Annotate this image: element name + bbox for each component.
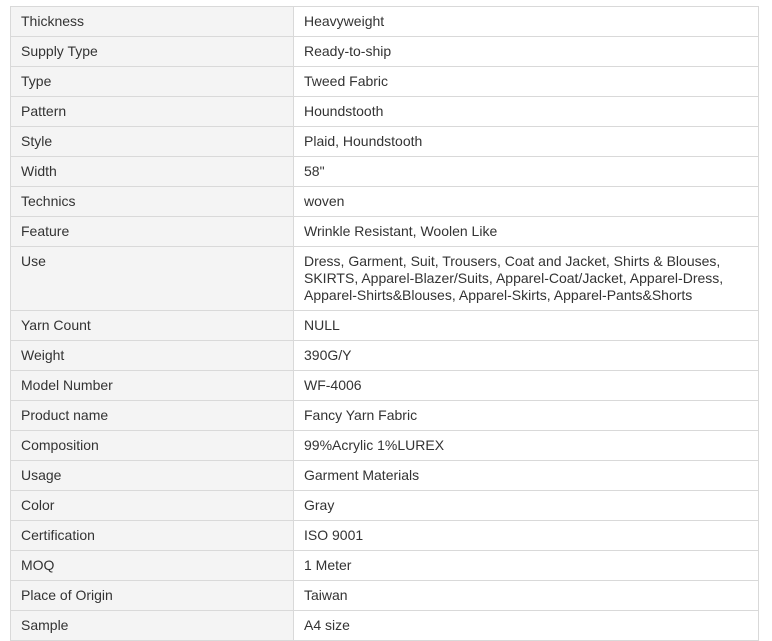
spec-value: Tweed Fabric bbox=[294, 67, 759, 97]
spec-label: MOQ bbox=[11, 551, 294, 581]
table-row bbox=[11, 461, 759, 491]
table-row bbox=[11, 157, 759, 187]
spec-label: Usage bbox=[11, 461, 294, 491]
spec-value: 58" bbox=[294, 157, 759, 187]
spec-value-line: SKIRTS, Apparel-Blazer/Suits, Apparel-Coat/Jacket, Apparel-Dress, bbox=[304, 270, 724, 286]
spec-value: 1 Meter bbox=[294, 551, 759, 581]
spec-value: Gray bbox=[294, 491, 759, 521]
table-row bbox=[11, 217, 759, 247]
table-row bbox=[11, 581, 759, 611]
spec-value: ISO 9001 bbox=[294, 521, 759, 551]
spec-label: Product name bbox=[11, 401, 294, 431]
spec-label: Use bbox=[11, 247, 294, 311]
spec-value: A4 size bbox=[294, 611, 759, 641]
table-row bbox=[11, 521, 759, 551]
table-row bbox=[11, 97, 759, 127]
spec-value: Taiwan bbox=[294, 581, 759, 611]
table-row bbox=[11, 371, 759, 401]
table-row bbox=[11, 127, 759, 157]
spec-value: Garment Materials bbox=[294, 461, 759, 491]
spec-label: Model Number bbox=[11, 371, 294, 401]
table-row bbox=[11, 401, 759, 431]
table-row bbox=[11, 341, 759, 371]
spec-value: Fancy Yarn Fabric bbox=[294, 401, 759, 431]
spec-value: woven bbox=[294, 187, 759, 217]
spec-value: Houndstooth bbox=[294, 97, 759, 127]
spec-label: Yarn Count bbox=[11, 311, 294, 341]
spec-label: Style bbox=[11, 127, 294, 157]
spec-label: Technics bbox=[11, 187, 294, 217]
spec-value: Plaid, Houndstooth bbox=[294, 127, 759, 157]
spec-label: Thickness bbox=[11, 7, 294, 37]
spec-value-multiline bbox=[294, 247, 759, 311]
spec-label: Color bbox=[11, 491, 294, 521]
spec-value: NULL bbox=[294, 311, 759, 341]
table-row bbox=[11, 431, 759, 461]
spec-value-line: Apparel-Shirts&Blouses, Apparel-Skirts, Apparel-Pants&Shorts bbox=[304, 287, 693, 303]
spec-value-line: Dress, Garment, Suit, Trousers, Coat and Jacket, Shirts & Blouses, bbox=[304, 253, 721, 269]
product-specs-table bbox=[10, 6, 759, 641]
spec-label: Place of Origin bbox=[11, 581, 294, 611]
spec-label: Supply Type bbox=[11, 37, 294, 67]
table-row bbox=[11, 67, 759, 97]
table-row bbox=[11, 187, 759, 217]
spec-label: Certification bbox=[11, 521, 294, 551]
spec-label: Composition bbox=[11, 431, 294, 461]
table-row bbox=[11, 311, 759, 341]
spec-value: WF-4006 bbox=[294, 371, 759, 401]
table-row bbox=[11, 551, 759, 581]
table-row bbox=[11, 247, 759, 311]
table-row bbox=[11, 611, 759, 641]
spec-label: Weight bbox=[11, 341, 294, 371]
spec-label: Pattern bbox=[11, 97, 294, 127]
table-row bbox=[11, 7, 759, 37]
spec-label: Type bbox=[11, 67, 294, 97]
spec-label: Feature bbox=[11, 217, 294, 247]
spec-value: 99%Acrylic 1%LUREX bbox=[294, 431, 759, 461]
spec-value: Heavyweight bbox=[294, 7, 759, 37]
spec-value: Wrinkle Resistant, Woolen Like bbox=[294, 217, 759, 247]
spec-label: Width bbox=[11, 157, 294, 187]
table-row bbox=[11, 491, 759, 521]
spec-label: Sample bbox=[11, 611, 294, 641]
spec-value: Ready-to-ship bbox=[294, 37, 759, 67]
spec-value: 390G/Y bbox=[294, 341, 759, 371]
table-row bbox=[11, 37, 759, 67]
